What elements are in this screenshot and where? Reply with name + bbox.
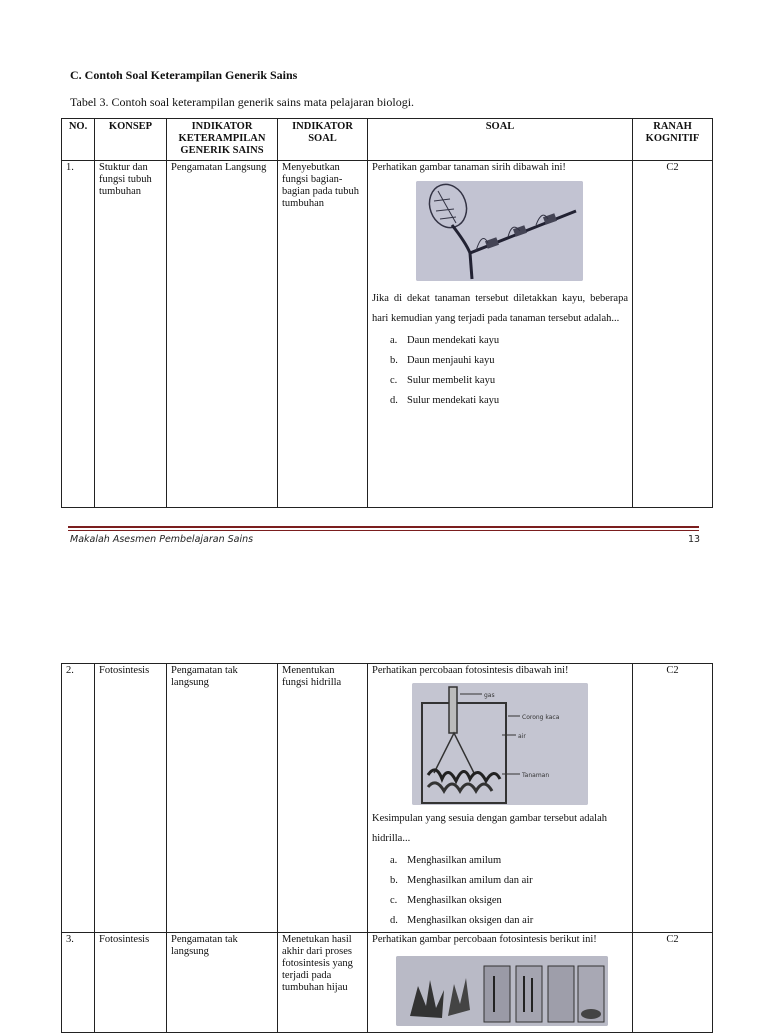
table-row bbox=[62, 161, 713, 508]
footer-rule bbox=[68, 526, 699, 528]
row-soal bbox=[368, 664, 633, 933]
table-row bbox=[62, 933, 713, 1033]
page-number: 13 bbox=[688, 534, 701, 545]
footer-rule bbox=[68, 530, 699, 531]
row-ranah-kognitif: C2 bbox=[633, 664, 713, 933]
header-konsep: KONSEP bbox=[95, 119, 167, 161]
row-number: 1. bbox=[62, 161, 95, 508]
question-prompt: Perhatikan percobaan fotosintesis dibawah ini! bbox=[372, 665, 569, 676]
answer-option: d. Menghasilkan oksigen dan air bbox=[390, 915, 534, 926]
table-row bbox=[62, 664, 713, 933]
header-no: NO. bbox=[62, 119, 95, 161]
figure-label: Tanaman bbox=[522, 772, 550, 779]
betel-plant-figure bbox=[416, 181, 583, 281]
answer-option: a. Daun mendekati kayu bbox=[390, 335, 500, 346]
row-konsep: Stuktur dan fungsi tubuh tumbuhan bbox=[95, 161, 167, 508]
row-konsep: Fotosintesis bbox=[95, 933, 167, 1033]
question-text: Jika di dekat tanaman tersebut diletakkan kayu, beberapa hari kemudian yang terjadi pada tanaman tersebut adalah... bbox=[372, 293, 628, 324]
row-indikator-keterampilan: Pengamatan tak langsung bbox=[167, 664, 278, 933]
row-konsep: Fotosintesis bbox=[95, 664, 167, 933]
question-prompt: Perhatikan gambar percobaan fotosintesis berikut ini! bbox=[372, 934, 597, 945]
table-caption: Tabel 3. Contoh soal keterampilan generik sains mata pelajaran biologi. bbox=[70, 95, 415, 109]
answer-option: c. Menghasilkan oksigen bbox=[390, 895, 502, 906]
row-ranah-kognitif: C2 bbox=[633, 161, 713, 508]
answer-option: b. Menghasilkan amilum dan air bbox=[390, 875, 533, 886]
assessment-table-page-1 bbox=[61, 118, 713, 508]
answer-option: b. Daun menjauhi kayu bbox=[390, 355, 495, 366]
header-indikator-soal: INDIKATOR SOAL bbox=[278, 119, 368, 161]
footer-title: Makalah Asesmen Pembelajaran Sains bbox=[70, 534, 254, 545]
row-number: 2. bbox=[62, 664, 95, 933]
header-ranah-kognitif: RANAH KOGNITIF bbox=[633, 119, 713, 161]
row-indikator-soal: Menetukan hasil akhir dari proses fotosintesis yang terjadi pada tumbuhan hijau bbox=[278, 933, 368, 1033]
row-indikator-keterampilan: Pengamatan tak langsung bbox=[167, 933, 278, 1033]
table-header-row bbox=[62, 119, 713, 161]
header-soal: SOAL bbox=[368, 119, 633, 161]
section-heading: C. Contoh Soal Keterampilan Generik Sains bbox=[70, 68, 298, 82]
header-indikator-keterampilan: INDIKATOR KETERAMPILAN GENERIK SAINS bbox=[167, 119, 278, 161]
row-indikator-soal: Menyebutkan fungsi bagian-bagian pada tubuh tumbuhan bbox=[278, 161, 368, 508]
figure-label: air bbox=[518, 733, 526, 740]
hydrilla-experiment-figure bbox=[412, 683, 588, 805]
row-ranah-kognitif: C2 bbox=[633, 933, 713, 1033]
row-indikator-soal: Menentukan fungsi hidrilla bbox=[278, 664, 368, 933]
question-prompt: Perhatikan gambar tanaman sirih dibawah ini! bbox=[372, 162, 566, 173]
photosynthesis-experiment-figure bbox=[396, 956, 608, 1026]
figure-label: Corong kaca bbox=[522, 714, 560, 721]
assessment-table-page-2 bbox=[61, 663, 713, 1033]
row-soal bbox=[368, 161, 633, 508]
answer-options bbox=[372, 851, 628, 931]
figure-label: gas bbox=[484, 692, 495, 699]
answer-options bbox=[372, 331, 628, 411]
question-text: Kesimpulan yang sesuia dengan gambar tersebut adalah hidrilla... bbox=[372, 813, 608, 844]
answer-option: a. Menghasilkan amilum bbox=[390, 855, 502, 866]
row-indikator-keterampilan: Pengamatan Langsung bbox=[167, 161, 278, 508]
answer-option: c. Sulur membelit kayu bbox=[390, 375, 496, 386]
answer-option: d. Sulur mendekati kayu bbox=[390, 395, 500, 406]
row-soal bbox=[368, 933, 633, 1033]
row-number: 3. bbox=[62, 933, 95, 1033]
